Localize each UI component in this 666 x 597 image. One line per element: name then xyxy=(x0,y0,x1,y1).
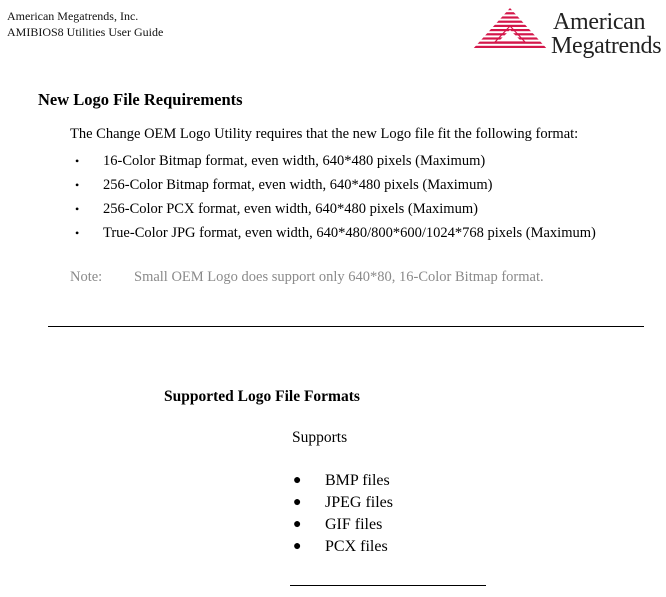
list-item xyxy=(70,173,596,197)
guide-title: AMIBIOS8 Utilities User Guide xyxy=(7,25,164,39)
list-item-text: BMP files xyxy=(325,472,390,489)
formats-list xyxy=(292,470,393,558)
list-item xyxy=(292,492,393,514)
bullet-icon: • xyxy=(75,225,80,240)
list-item xyxy=(292,536,393,558)
bullet-icon: • xyxy=(75,177,80,192)
list-item xyxy=(292,514,393,536)
bullet-icon: ● xyxy=(293,539,302,554)
list-item xyxy=(70,149,596,173)
bullet-icon: ● xyxy=(293,495,302,510)
bullet-icon: ● xyxy=(293,473,302,488)
section-heading-supported-formats: Supported Logo File Formats xyxy=(164,388,360,405)
supports-label: Supports xyxy=(292,429,348,446)
logo-text-american: American xyxy=(553,9,646,35)
list-item-text: PCX files xyxy=(325,538,388,555)
note-text: Small OEM Logo does support only 640*80, 16-Color Bitmap format. xyxy=(134,269,544,285)
list-item-text: 256-Color Bitmap format, even width, 640*480 pixels (Maximum) xyxy=(103,176,493,193)
list-item-text: JPEG files xyxy=(325,494,393,511)
list-item-text: 256-Color PCX format, even width, 640*480 pixels (Maximum) xyxy=(103,200,478,217)
list-item xyxy=(292,470,393,492)
table-bottom-rule xyxy=(290,585,486,586)
list-item xyxy=(70,221,596,245)
list-item-text: GIF files xyxy=(325,516,383,533)
note xyxy=(70,269,544,286)
list-item-text: True-Color JPG format, even width, 640*480/800*600/1024*768 pixels (Maximum) xyxy=(103,224,596,241)
note-label: Note: xyxy=(70,269,103,285)
company-name: American Megatrends, Inc. xyxy=(7,9,139,23)
bullet-icon: ● xyxy=(293,517,302,532)
ami-triangle-logo-icon xyxy=(470,6,550,52)
requirements-intro: The Change OEM Logo Utility requires that the new Logo file fit the following format: xyxy=(70,126,579,142)
section-heading-new-logo-requirements: New Logo File Requirements xyxy=(38,90,243,109)
list-item-text: 16-Color Bitmap format, even width, 640*480 pixels (Maximum) xyxy=(103,152,486,169)
section-divider xyxy=(48,326,644,327)
bullet-icon: • xyxy=(75,153,80,168)
logo-text-megatrends: Megatrends xyxy=(551,33,662,59)
requirements-list xyxy=(70,149,596,245)
list-item xyxy=(70,197,596,221)
ami-logo xyxy=(470,6,662,59)
bullet-icon: • xyxy=(75,201,80,216)
document-header xyxy=(7,8,163,40)
